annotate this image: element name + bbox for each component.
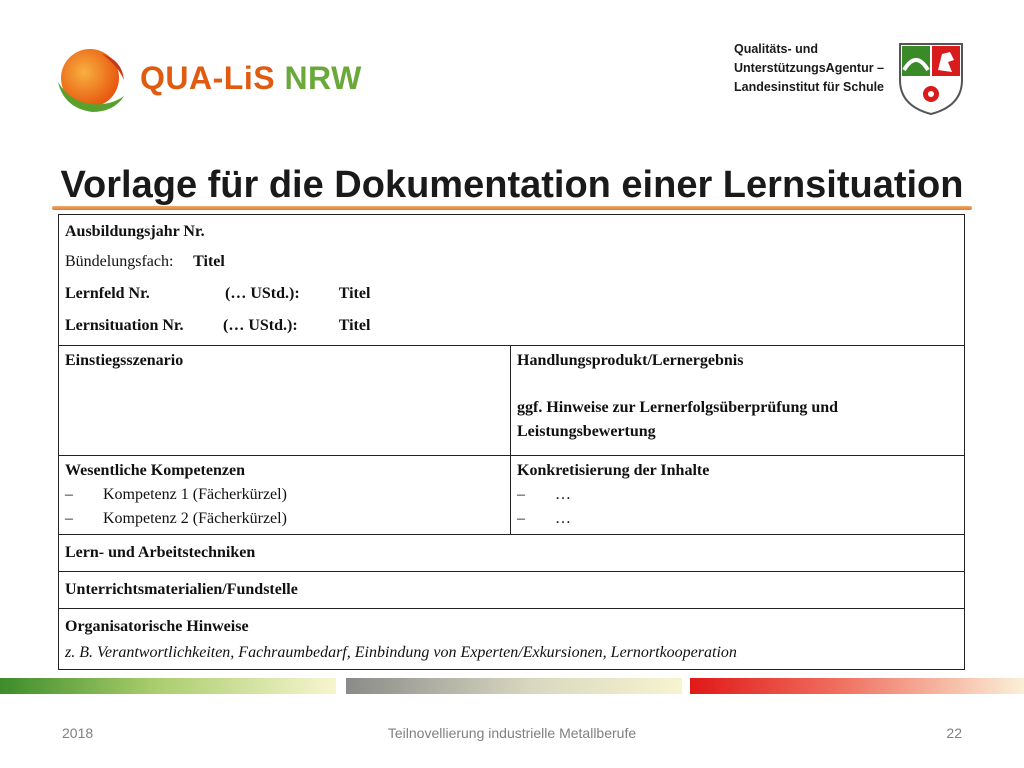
- decor-bar-red: [690, 678, 1024, 694]
- lernsituation-line: [65, 310, 958, 342]
- qualis-logo: [54, 44, 362, 116]
- inhalt-1: …: [555, 486, 571, 503]
- qualis-logo-text: [140, 58, 362, 98]
- kompetenzen-cell: [59, 456, 511, 535]
- buendelungsfach-label: Bündelungsfach:: [65, 253, 174, 270]
- lernsituation-table: [58, 214, 965, 670]
- lernsituation-label: Lernsituation Nr.: [65, 317, 184, 334]
- einstieg-cell: [59, 346, 511, 456]
- inhalte-cell: [511, 456, 965, 535]
- agency-line-1: Qualitäts- und: [734, 42, 819, 56]
- inhalte-heading: Konkretisierung der Inhalte: [517, 462, 710, 479]
- dash-bullet: –: [65, 486, 73, 503]
- lernsituation-hours: (… UStd.):: [223, 317, 298, 334]
- techniken-cell: Lern- und Arbeitstechniken: [59, 535, 965, 572]
- materialien-cell: Unterrichtsmaterialien/Fundstelle: [59, 572, 965, 609]
- agency-line-3: Landesinstitut für Schule: [734, 80, 885, 94]
- handlungsprodukt-label: Handlungsprodukt/Lernergebnis: [517, 352, 744, 369]
- buendelungsfach-value: Titel: [193, 253, 225, 270]
- table-row: [59, 346, 965, 456]
- organisatorisch-cell: [59, 609, 965, 670]
- inhalt-2: …: [555, 510, 571, 527]
- title-underline: [52, 206, 972, 210]
- footer-page-number: 22: [946, 725, 962, 741]
- table-row: [59, 609, 965, 670]
- list-item: [65, 507, 504, 531]
- lernfeld-hours: (… UStd.):: [225, 285, 300, 302]
- organisatorisch-heading: Organisatorische Hinweise: [65, 618, 249, 635]
- kompetenz-1: Kompetenz 1 (Fächerkürzel): [103, 486, 287, 503]
- dash-bullet: –: [517, 510, 525, 527]
- organisatorisch-example: z. B. Verantwortlichkeiten, Fachraumbedarf, Einbindung von Experten/Exkursionen, Lernortkooperation: [65, 644, 737, 661]
- footer-title: Teilnovellierung industrielle Metallberufe: [387, 725, 637, 741]
- dash-bullet: –: [65, 510, 73, 527]
- dash-bullet: –: [517, 486, 525, 503]
- table-row: [59, 572, 965, 609]
- buendelungsfach-line: [65, 246, 958, 278]
- list-item: [517, 507, 958, 531]
- list-item: [517, 483, 958, 507]
- handlungsprodukt-cell: [511, 346, 965, 456]
- hinweise-lernerfolg: ggf. Hinweise zur Lernerfolgsüberprüfung und Leistungsbewertung: [517, 399, 839, 440]
- page-title: Vorlage für die Dokumentation einer Lernsituation: [60, 164, 964, 206]
- lernfeld-value: Titel: [338, 285, 371, 302]
- decor-bar-green: [0, 678, 336, 694]
- footer-year: 2018: [62, 725, 94, 741]
- table-row: [59, 535, 965, 572]
- ausbildungsjahr: Ausbildungsjahr Nr.: [65, 223, 205, 240]
- agency-line-2: UnterstützungsAgentur –: [734, 61, 884, 75]
- einstieg-label: Einstiegsszenario: [65, 352, 184, 369]
- logo-prefix: QUA-LiS: [140, 60, 276, 96]
- agency-name: [734, 40, 884, 97]
- lernfeld-line: [65, 278, 958, 310]
- nrw-crest-icon: [896, 40, 966, 116]
- lernsituation-value: Titel: [338, 317, 371, 334]
- logo-suffix: NRW: [284, 60, 362, 96]
- table-row: [59, 456, 965, 535]
- kompetenzen-heading: Wesentliche Kompetenzen: [65, 462, 245, 479]
- decor-bar-grey: [346, 678, 682, 694]
- header-cell: [59, 215, 965, 346]
- lernfeld-label: Lernfeld Nr.: [65, 285, 150, 302]
- kompetenz-2: Kompetenz 2 (Fächerkürzel): [103, 510, 287, 527]
- table-row: [59, 215, 965, 346]
- list-item: [65, 483, 504, 507]
- qualis-logo-icon: [54, 44, 130, 116]
- agency-block: [734, 40, 974, 120]
